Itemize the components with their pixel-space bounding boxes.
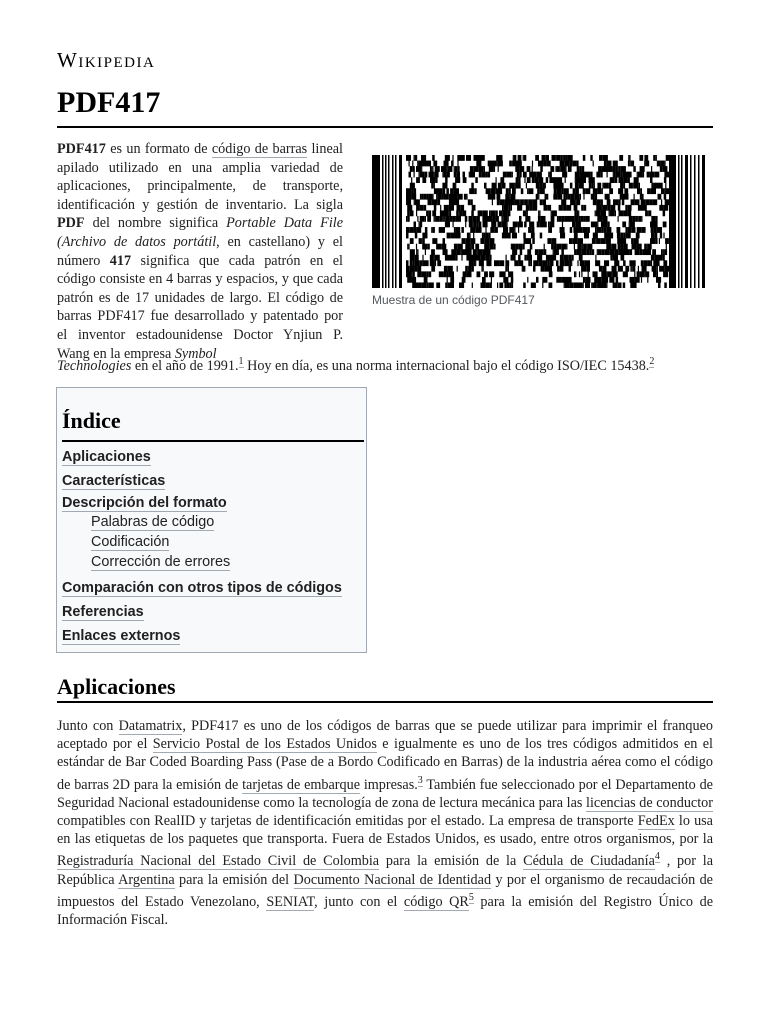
link-licencias-de-conductor[interactable]: licencias de conductor	[586, 794, 713, 811]
table-of-contents	[56, 387, 367, 653]
link-fedex[interactable]: FedEx	[637, 813, 675, 830]
link-codigo-de-barras[interactable]: código de barras	[211, 141, 308, 157]
page-title: PDF417	[57, 86, 161, 119]
reference-5[interactable]: 5	[468, 891, 474, 903]
toc-item-descripcion[interactable]: Descripción del formato	[62, 495, 227, 511]
toc-item-codificacion[interactable]: Codificación	[91, 534, 170, 550]
pdf417-figure	[372, 155, 707, 307]
intro-paragraph-continued: Technologies en el año de 1991.$^1$ Hoy en día, es una norma internacional bajo el código ISO/IEC 15438.$^2$	[57, 356, 655, 374]
wikipedia-wordmark[interactable]: Wikipedia	[57, 48, 156, 72]
reference-3[interactable]: 3	[417, 774, 423, 786]
section-heading-aplicaciones: Aplicaciones	[57, 674, 176, 699]
link-cedula-de-ciudadania[interactable]: Cédula de Ciudadanía	[523, 853, 655, 870]
toc-item-aplicaciones[interactable]: Aplicaciones	[62, 449, 151, 465]
toc-item-palabras-de-codigo[interactable]: Palabras de código	[91, 514, 215, 530]
toc-item-caracteristicas[interactable]: Características	[62, 473, 166, 489]
intro-paragraph: PDF417 es un formato de código de barras lineal apilado utilizado en una amplia variedad de aplicaciones, principalmente, de transporte, identificación y gestión de inventario. La sigla PDF del nombre significa Portable Data File (Archivo de datos portátil, en castellano) y el número 417 significa que cada patrón en el código consiste en 4 barras y espacios, y que cada patrón es de 17 unidades de largo. El código de barras PDF417 fue desarrollado y patentado por el inventor estadounidense Doctor Ynjiun P. Wang en la empresa Symbol	[57, 141, 343, 362]
toc-divider	[62, 440, 364, 442]
reference-1[interactable]: 1	[238, 356, 244, 367]
reference-4[interactable]: 4	[654, 851, 660, 863]
toc-item-enlaces-externos[interactable]: Enlaces externos	[62, 628, 181, 644]
link-argentina[interactable]: Argentina	[118, 871, 175, 888]
reference-2[interactable]: 2	[649, 356, 655, 367]
toc-item-comparacion[interactable]: Comparación con otros tipos de códigos	[62, 580, 342, 596]
figure-caption: Muestra de un código PDF417	[372, 293, 535, 307]
section-divider	[57, 701, 713, 703]
link-seniat[interactable]: SENIAT	[266, 893, 315, 910]
link-tarjetas-de-embarque[interactable]: tarjetas de embarque	[242, 776, 360, 793]
link-registraduria[interactable]: Registraduría Nacional del Estado Civil de Colombia	[57, 853, 380, 870]
intro-bold-pdf417: PDF417	[57, 141, 106, 157]
title-divider	[57, 126, 713, 128]
toc-title: Índice	[62, 408, 121, 433]
pdf417-barcode-image[interactable]	[372, 155, 706, 288]
link-servicio-postal[interactable]: Servicio Postal de los Estados Unidos	[152, 736, 377, 753]
link-documento-nacional[interactable]: Documento Nacional de Identidad	[293, 871, 492, 888]
aplicaciones-paragraph: Junto con Datamatrix, PDF417 es uno de los códigos de barras que se puede utilizar para imprimir el franqueo aceptado por el Servicio Postal de los Estados Unidos e igualmente es uno de los tres códigos admitidos en el estándar de Bar Coded Boarding Pass (Pase de a Bordo Codificado en Barras) de la industria aérea como el código de barras 2D para la emisión de tarjetas de embarque impresas.$^3$ También fue seleccionado por el Departamento de Seguridad Nacional estadounidense como la tecnología de zona de lectura mecánica para las licencias de conductor compatibles con RealID y tarjetas de identificación emitidas por el estado. La empresa de transporte FedEx lo usa en las etiquetas de los paquetes que transporta. Fuera de Estados Unidos, es usado, entre otros organismos, por la Registraduría Nacional del Estado Civil de Colombia para la emisión de la Cédula de Ciudadanía$^4$ , por la República Argentina para la emisión del Documento Nacional de Identidad y por el organismo de recaudación de impuestos del Estado Venezolano, SENIAT, junto con el código QR$^5$ para la emisión del Registro Único de Información Fiscal.	[57, 718, 714, 929]
toc-item-referencias[interactable]: Referencias	[62, 604, 144, 620]
link-codigo-qr[interactable]: código QR	[403, 893, 469, 910]
toc-item-correccion-de-errores[interactable]: Corrección de errores	[91, 554, 231, 570]
link-datamatrix[interactable]: Datamatrix	[118, 718, 183, 734]
